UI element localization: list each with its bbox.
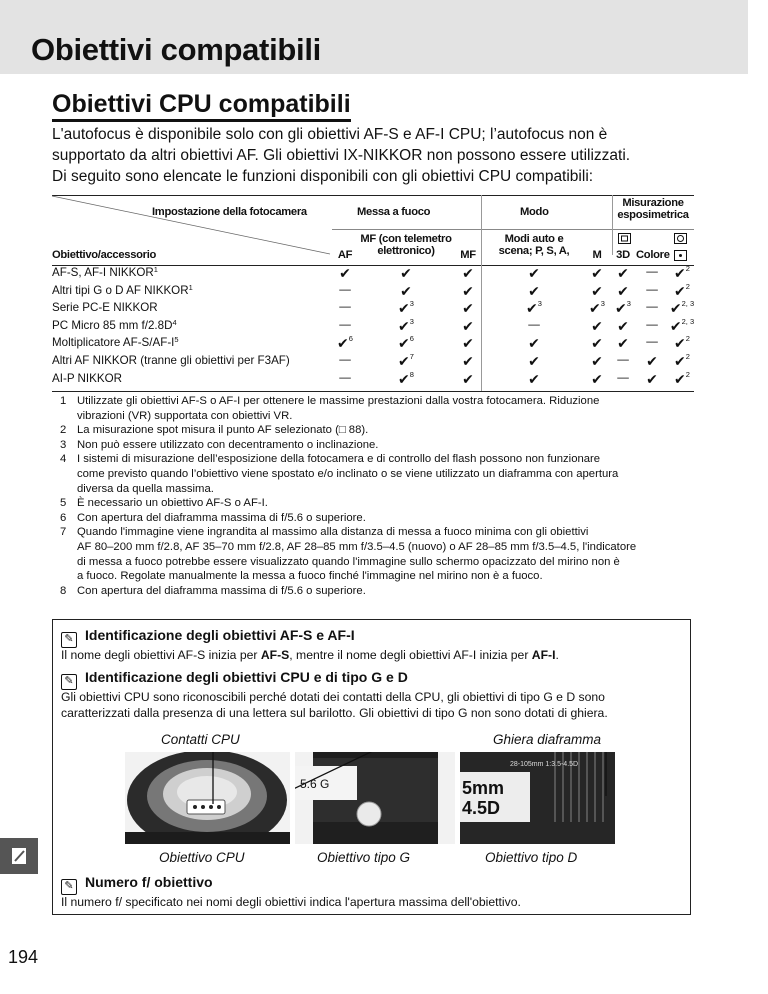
paragraph-cpu-g-d: [61, 689, 608, 721]
col-modes-line-1: Modi auto e: [504, 233, 564, 245]
footnote: [60, 394, 700, 423]
lens-name: AI-P NIKKOR: [52, 371, 123, 385]
table-cell-d3: [610, 371, 636, 384]
cell-value: ✔: [337, 335, 349, 352]
footnote-line: I sistemi di misurazione dell’esposizione della fotocamera e di controllo del flash possono non funzionare: [77, 453, 601, 466]
corner-diagonal: [52, 195, 332, 255]
table-cell-spot: [668, 283, 696, 300]
col-3d: 3D: [616, 249, 630, 261]
paragraph-line: caratterizzati dalla presenza di una lettera sul barilotto. Gli obiettivi di tipo G non sono dotati di ghiera.: [61, 706, 608, 720]
paragraph-f-number: Il numero f/ specificato nei nomi degli obiettivi indica l'apertura massima dell'obiettivo.: [61, 895, 521, 909]
footnote-ref: 3: [626, 299, 631, 309]
footnote-ref: 7: [409, 352, 414, 361]
table-cell-af: [333, 353, 357, 366]
table-cell-mf: [455, 300, 481, 317]
table-cell-mfrf: [357, 318, 455, 335]
table-cell-mfrf: [357, 371, 455, 388]
table-cell-modes: [484, 300, 584, 317]
cell-value: ✔: [400, 282, 412, 299]
footnote-line: Con apertura del diaframma massima di f/5.6 o superiore.: [77, 584, 366, 597]
cell-value: ✔: [674, 282, 686, 299]
table-cell-mf: [455, 265, 481, 282]
cpu-lens-photo: [125, 752, 290, 844]
footnote-line: La misurazione spot misura il punto AF selezionato (□ 88).: [77, 424, 369, 437]
table-row-label: [52, 319, 177, 332]
table-row-label: [52, 266, 158, 279]
corner-top-header: Impostazione della fotocamera: [152, 206, 307, 218]
footnote-ref: 5: [174, 335, 179, 345]
cell-value: ✔: [398, 300, 410, 317]
cell-value: —: [617, 353, 629, 366]
table-cell-spot: [668, 353, 696, 370]
table-row-label: [52, 372, 122, 385]
footnote-ref: 2, 3: [681, 299, 695, 309]
lens-name: AF-S, AF-I NIKKOR: [52, 266, 154, 279]
lens-name: Altri AF NIKKOR (tranne gli obiettivi per F3AF): [52, 354, 290, 367]
cell-value: ✔: [462, 335, 474, 352]
paragraph-af-s-af-i-part: Il nome degli obiettivi AF-S inizia per: [61, 648, 261, 662]
paragraph-af-s-af-i-part: .: [555, 648, 559, 662]
cell-value: ✔: [669, 300, 682, 317]
table-row-label: [52, 336, 179, 349]
cell-value: —: [646, 265, 658, 278]
table-cell-modes: [484, 371, 584, 388]
caption-d-lens: Obiettivo tipo D: [485, 850, 578, 865]
cell-value: ✔: [669, 317, 682, 334]
af-s-label: AF-S: [260, 648, 290, 662]
footnote-ref: 4: [172, 317, 177, 327]
cell-value: ✔: [591, 282, 603, 299]
cell-value: ✔: [617, 265, 629, 281]
cell-value: —: [339, 317, 351, 331]
col-mf-rangefinder-line-2: elettronico): [377, 245, 435, 257]
d-lens-label: 28-105mm 1:3.5-4.5D: [510, 761, 579, 768]
table-cell-spot: [668, 318, 696, 335]
heading-af-s-af-i: [61, 627, 355, 648]
cell-value: ✔: [617, 317, 629, 334]
g-lens-photo: [295, 752, 455, 844]
table-cell-d3: [610, 353, 636, 366]
col-color: Colore: [636, 249, 670, 261]
cell-value: —: [646, 300, 658, 314]
footnote-line: a fuoco. Regolate manualmente la messa a fuoco finché l'immagine nel mirino non è a fuoco.: [77, 570, 543, 583]
cell-value: ✔: [398, 317, 410, 334]
table-cell-color: [636, 318, 668, 331]
d-lens-photo: [460, 752, 615, 844]
table-cell-color: [636, 335, 668, 348]
cell-value: ✔: [591, 353, 603, 369]
footnote-line: È necessario un obiettivo AF-S o AF-I.: [77, 497, 268, 510]
cell-value: ✔: [591, 265, 603, 281]
cell-value: —: [646, 335, 658, 349]
footnote-ref: 3: [409, 316, 414, 326]
footnote-ref: 3: [600, 299, 605, 309]
cell-value: ✔: [462, 300, 474, 317]
table-cell-af: [333, 335, 357, 352]
table-row-label: [52, 284, 193, 297]
cell-value: ✔: [528, 370, 540, 387]
table-row-label: [52, 301, 158, 314]
footnote-line: vibrazioni (VR) supportata con obiettivi VR.: [77, 409, 293, 422]
lens-name: PC Micro 85 mm f/2.8D: [52, 318, 173, 332]
label-cpu-contacts: Contatti CPU: [161, 732, 240, 747]
cell-value: —: [646, 282, 658, 296]
cell-value: —: [339, 282, 351, 296]
table-cell-modes: [484, 353, 584, 370]
cell-value: —: [528, 317, 540, 331]
cell-value: ✔: [528, 265, 540, 281]
cell-value: ✔: [528, 335, 540, 352]
table-cell-m: [584, 283, 610, 300]
heading-af-s-af-i-text: Identificazione degli obiettivi AF-S e AF-I: [85, 627, 355, 643]
cell-value: ✔: [398, 370, 410, 387]
cell-value: ✔: [617, 282, 629, 299]
cell-value: ✔: [462, 353, 474, 369]
table-cell-color: [636, 265, 668, 278]
cell-value: ✔: [462, 282, 474, 299]
table-cell-m: [584, 353, 610, 370]
paragraph-line: Gli obiettivi CPU sono riconoscibili perché dotati dei contatti della CPU, gli obiettivi di tipo G e D sono: [61, 690, 605, 704]
table-cell-color: [636, 283, 668, 296]
cell-value: ✔: [615, 300, 627, 317]
table-cell-modes: [484, 283, 584, 300]
table-cell-m: [584, 335, 610, 352]
table-cell-mf: [455, 353, 481, 370]
footnote-ref: 1: [153, 265, 158, 274]
paragraph-af-s-af-i: [61, 647, 559, 663]
group-header-mode: Modo: [520, 206, 549, 218]
footnote-line: AF 80–200 mm f/2.8, AF 35–70 mm f/2.8, AF 28–85 mm f/3.5–4.5 (nuovo) o AF 28–85 mm f/3.5–4.5, l'indicatore: [77, 540, 637, 553]
cell-value: ✔: [398, 335, 410, 352]
table-row-label: [52, 354, 290, 367]
footnote-line: come previsto quando l’obiettivo viene spostato e/o inclinato o se viene utilizzato un diaframma con apertura: [77, 467, 619, 480]
table-cell-color: [636, 353, 668, 370]
table-cell-d3: [610, 335, 636, 352]
table-cell-mf: [455, 283, 481, 300]
table-cell-m: [584, 265, 610, 282]
note-icon: ✎: [61, 879, 77, 895]
cell-value: ✔: [617, 335, 629, 352]
table-cell-d3: [610, 318, 636, 335]
cell-value: ✔: [674, 353, 686, 369]
table-cell-af: [333, 283, 357, 296]
footnote: [60, 423, 700, 438]
footnote-number: 4: [60, 453, 67, 466]
footnote: [60, 452, 700, 496]
footnote-line: Non può essere utilizzato con decentramento o inclinazione.: [77, 438, 379, 451]
metering-line-2: esposimetrica: [617, 209, 689, 221]
table-cell-d3: [610, 300, 636, 317]
intro-paragraph: [52, 124, 742, 187]
cell-value: —: [339, 300, 351, 314]
footnote-ref: 2: [685, 281, 690, 291]
footnote: [60, 584, 700, 599]
cell-value: —: [646, 317, 658, 331]
footnote-number: 8: [60, 584, 67, 597]
footnote-ref: 2: [685, 369, 690, 379]
cell-value: ✔: [674, 265, 686, 281]
label-aperture-ring: Ghiera diaframma: [493, 732, 602, 747]
cell-value: ✔: [528, 282, 540, 299]
heading-f-number: [61, 874, 213, 895]
caption-g-lens: Obiettivo tipo G: [317, 850, 411, 865]
intro-line: supportato da altri obiettivi AF. Gli obiettivi IX-NIKKOR non possono essere utilizzati.: [52, 147, 631, 164]
table-cell-mf: [455, 371, 481, 388]
footnote: [60, 511, 700, 526]
table-cell-af: [333, 318, 357, 331]
cell-value: ✔: [462, 265, 474, 281]
intro-line: Di seguito sono elencate le funzioni disponibili con gli obiettivi CPU compatibili:: [52, 168, 594, 185]
heading-f-number-text: Numero f/ obiettivo: [85, 874, 213, 890]
footnote-line: diversa da quella massima.: [77, 482, 214, 495]
table-cell-mfrf: [357, 283, 455, 300]
cell-value: —: [339, 353, 351, 366]
table-cell-modes: [484, 265, 584, 282]
intro-line: L'autofocus è disponibile solo con gli obiettivi AF-S e AF-I CPU; l’autofocus non è: [52, 126, 608, 143]
cell-value: ✔: [462, 317, 474, 334]
footnote: [60, 438, 700, 453]
footnote-ref: 3: [409, 299, 414, 309]
footnote-ref: 1: [188, 282, 193, 292]
cell-value: ✔: [591, 335, 603, 352]
compatibility-table: [52, 195, 694, 391]
caption-cpu-lens: Obiettivo CPU: [159, 850, 245, 865]
table-cell-mfrf: [357, 265, 455, 282]
table-cell-color: [636, 371, 668, 388]
table-cell-m: [584, 371, 610, 388]
table-cell-mfrf: [357, 353, 455, 370]
section-tab: [0, 838, 38, 874]
cell-value: ✔: [589, 300, 601, 317]
footnote: [60, 496, 700, 511]
matrix-metering-icon: [618, 233, 632, 245]
footnotes: [60, 394, 700, 598]
cell-value: ✔: [591, 370, 603, 387]
d-lens-focal-text: 5mm: [462, 778, 505, 798]
table-cell-spot: [668, 371, 696, 388]
col-modes: [484, 233, 584, 257]
cell-value: ✔: [674, 335, 686, 352]
table-cell-mfrf: [357, 335, 455, 352]
lens-name: Moltiplicatore AF-S/AF-I: [52, 336, 175, 350]
cell-value: ✔: [674, 370, 686, 387]
cell-value: ✔: [646, 353, 658, 369]
footnote-ref: 2, 3: [681, 316, 695, 326]
footnote-ref: 3: [537, 299, 542, 309]
table-cell-d3: [610, 283, 636, 300]
table-cell-modes: [484, 318, 584, 331]
footnote-ref: 2: [685, 334, 690, 344]
col-m: M: [592, 249, 602, 261]
table-cell-spot: [668, 300, 696, 317]
footnote-number: 2: [60, 424, 67, 437]
section-title: Obiettivi CPU compatibili: [52, 89, 351, 122]
spot-metering-icon: [674, 250, 688, 262]
heading-cpu-g-d: [61, 669, 408, 690]
table-cell-color: [636, 300, 668, 313]
af-i-label: AF-I: [531, 648, 556, 662]
table-cell-spot: [668, 335, 696, 352]
footnote-number: 7: [60, 526, 67, 539]
cell-value: ✔: [526, 300, 538, 317]
table-cell-mfrf: [357, 300, 455, 317]
note-icon: ✎: [61, 632, 77, 648]
footnote: [60, 525, 700, 583]
footnote-line: Con apertura del diaframma massima di f/5.6 o superiore.: [77, 511, 366, 524]
notes-tab-icon: [0, 838, 38, 874]
table-cell-d3: [610, 265, 636, 282]
col-mf: MF: [460, 249, 476, 261]
table-cell-m: [584, 300, 610, 317]
footnote-ref: 6: [348, 334, 353, 344]
table-cell-modes: [484, 335, 584, 352]
heading-cpu-g-d-text: Identificazione degli obiettivi CPU e di tipo G e D: [85, 669, 408, 685]
group-header-metering: [612, 197, 694, 221]
lens-name: Serie PC-E NIKKOR: [52, 301, 158, 315]
footnote-ref: 2: [685, 352, 690, 361]
d-lens-aperture-text: 4.5D: [462, 798, 501, 818]
cell-value: —: [617, 370, 629, 384]
footnote-line: Utilizzate gli obiettivi AF-S o AF-I per ottenere le massime prestazioni dalla vostra fotocamera. Riduzione: [77, 395, 600, 407]
footnote-number: 5: [60, 497, 67, 510]
chapter-title: Obiettivi compatibili: [31, 32, 321, 67]
group-header-focus: Messa a fuoco: [357, 206, 431, 218]
cell-value: ✔: [591, 317, 603, 334]
col-mf-rangefinder: [357, 233, 455, 257]
cell-value: ✔: [528, 353, 540, 369]
table-cell-af: [333, 300, 357, 313]
cell-value: ✔: [462, 370, 474, 387]
table-cell-spot: [668, 265, 696, 282]
col-af: AF: [337, 249, 353, 261]
footnote-line: di messa a fuoco potrebbe essere visualizzato quando l'immagine sullo schermo opacizzato del mirino non è: [77, 555, 620, 568]
table-cell-mf: [455, 318, 481, 335]
note-icon: ✎: [61, 674, 77, 690]
g-lens-marking: 5.6 G: [300, 777, 330, 791]
centerweighted-metering-icon: [674, 233, 688, 245]
metering-line-1: Misurazione: [622, 197, 684, 209]
table-cell-af: [333, 371, 357, 384]
footnote-number: 1: [60, 395, 67, 407]
footnote-number: 6: [60, 511, 67, 524]
lens-name: Altri tipi G o D AF NIKKOR: [52, 283, 189, 297]
col-mf-rangefinder-line-1: MF (con telemetro: [360, 233, 452, 245]
col-modes-line-2: scena; P, S, A,: [498, 245, 570, 257]
table-cell-af: [333, 265, 357, 282]
footnote-ref: 2: [685, 264, 690, 273]
cell-value: ✔: [400, 265, 412, 281]
cell-value: ✔: [339, 265, 351, 281]
table-cell-m: [584, 318, 610, 335]
cell-value: ✔: [646, 370, 658, 387]
footnote-ref: 8: [409, 369, 414, 379]
footnote-line: Quando l'immagine viene ingrandita al massimo alla distanza di messa a fuoco minima con gli obiettivi: [77, 526, 589, 539]
cell-value: ✔: [398, 353, 410, 369]
corner-bottom-header: Obiettivo/accessorio: [52, 249, 157, 261]
cell-value: —: [339, 370, 351, 384]
table-cell-mf: [455, 335, 481, 352]
page-number: 194: [8, 947, 39, 967]
paragraph-af-s-af-i-part: , mentre il nome degli obiettivi AF-I inizia per: [289, 648, 532, 662]
footnote-number: 3: [60, 438, 67, 451]
footnote-ref: 6: [409, 334, 414, 344]
